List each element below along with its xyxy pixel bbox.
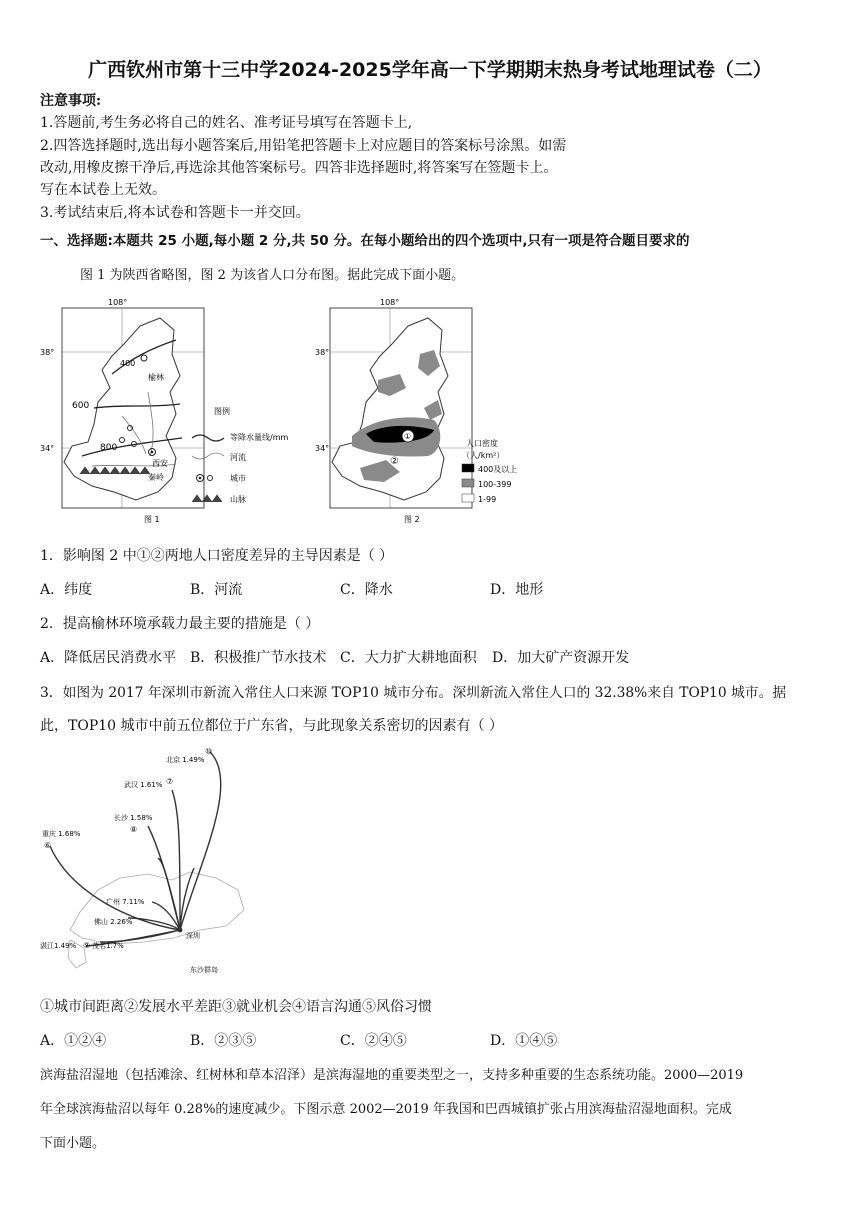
legend-title: 图例 (214, 407, 230, 416)
page-title: 广西钦州市第十三中学2024-2025学年高一下学期期末热身考试地理试卷（二） (88, 59, 772, 81)
latitude-label: 34° (315, 444, 330, 453)
longitude-label: 108° (108, 298, 128, 307)
label-maoming: 茂名1.7% (92, 942, 124, 950)
legend-title: 人口密度 (466, 439, 498, 448)
q2-option-b[interactable]: B．积极推广节水技术 (190, 650, 327, 666)
label-dongsha: 东沙群岛 (190, 966, 218, 974)
rank-label: ⑧ (130, 825, 138, 834)
legend-low-swatch (462, 494, 474, 502)
rank-label: ⑨ (83, 941, 91, 950)
figure-2-population-map (316, 296, 536, 528)
marker-2: ② (390, 456, 399, 467)
question-3-stem-line2: 此，TOP10 城市中前五位都位于广东省，与此现象关系密切的因素有（ ） (40, 718, 503, 734)
label-guangzhou: 广州 7.11% (106, 898, 145, 906)
label-wuhan: 武汉 1.61% (124, 781, 163, 789)
legend-isohyet-symbol (192, 435, 224, 441)
legend-isohyet-label: 等降水量线/mm (230, 433, 289, 442)
flow-line-guangzhou (152, 902, 180, 930)
notice-item: 3.考试结束后,将本试卷和答题卡一并交回。 (40, 205, 310, 221)
q2-option-a[interactable]: A．降低居民消费水平 (40, 650, 177, 666)
guangdong-outline (70, 872, 244, 944)
legend-city-label: 城市 (230, 474, 246, 483)
q3-option-d[interactable]: D．①④⑤ (490, 1033, 558, 1049)
latitude-label: 38° (40, 348, 55, 357)
label-beijing: 北京 1.49% (166, 756, 205, 764)
label-zhanjiang: 湛江1.49% (40, 942, 77, 950)
label-shenzhen: 深圳 (186, 932, 200, 940)
figure-1-shaanxi-map (40, 296, 302, 528)
legend-mid-swatch (462, 479, 474, 487)
figure-1-caption: 图 1 (144, 515, 160, 524)
city-label-xian: 西安 (152, 459, 168, 468)
notice-item: 2.四答选择题时,选出每小题答案后,用铅笔把答题卡上对应题目的答案标号涂黑。如需 (40, 138, 567, 154)
figure-3-migration-map (40, 742, 290, 980)
question-3-stem-line1: 3．如图为 2017 年深圳市新流入常住人口来源 TOP10 城市分布。深圳新流入常住人口的 32.38%来自 TOP10 城市。据 (40, 685, 787, 701)
legend-high-label: 400及以上 (478, 465, 518, 474)
q1-option-c[interactable]: C．降水 (340, 582, 393, 598)
label-foshan: 佛山 2.26% (94, 918, 133, 926)
passage-line: 下面小题。 (40, 1136, 106, 1151)
q3-option-a[interactable]: A．①②④ (40, 1033, 107, 1049)
rank-label: ⑦ (166, 777, 174, 786)
rank-label: ⑥ (44, 841, 52, 850)
rank-label: ⑩ (205, 747, 213, 756)
question-3-factors: ①城市间距离②发展水平差距③就业机会④语言沟通⑤风俗习惯 (40, 999, 432, 1015)
latitude-label: 38° (315, 348, 330, 357)
isohyet-label: 600 (72, 401, 90, 411)
latitude-label: 34° (40, 444, 55, 453)
section-heading: 一、选择题:本题共 25 小题,每小题 2 分,共 50 分。在每小题给出的四个选项中,只有一项是符合题目要求的 (40, 233, 690, 249)
legend-river-label: 河流 (230, 453, 246, 462)
notice-heading: 注意事项: (40, 93, 102, 109)
notice-item: 写在本试卷上无效。 (40, 182, 166, 198)
q3-option-b[interactable]: B．②③⑤ (190, 1033, 257, 1049)
legend-mountain-symbol (192, 495, 222, 502)
notice-item: 改动,用橡皮擦干净后,再选涂其他答案标号。四答非选择题时,将答案写在签题卡上。 (40, 160, 558, 176)
passage-line: 年全球滨海盐沼以每年 0.28%的速度减少。下图示意 2002—2019 年我国和巴西城镇扩张占用滨海盐沼湿地面积。完成 (40, 1102, 732, 1117)
city-label-yulin: 榆林 (148, 373, 164, 382)
question-2-stem: 2．提高榆林环境承载力最主要的措施是（ ） (40, 616, 320, 632)
notice-item: 1.答题前,考生务必将自己的姓名、准考证号填写在答题卡上, (40, 115, 413, 131)
q2-option-d[interactable]: D．加大矿产资源开发 (492, 650, 630, 666)
flow-line-guangdong-city (180, 868, 194, 930)
q1-option-d[interactable]: D．地形 (490, 582, 544, 598)
q1-option-a[interactable]: A．纬度 (40, 582, 93, 598)
legend-low-label: 1-99 (478, 495, 497, 504)
isohyet-label: 400 (120, 359, 136, 368)
legend-mid-label: 100-399 (478, 480, 512, 489)
question-intro: 图 1 为陕西省略图，图 2 为该省人口分布图。据此完成下面小题。 (80, 268, 465, 283)
isohyet-label: 800 (100, 443, 118, 453)
question-1-stem: 1．影响图 2 中①②两地人口密度差异的主导因素是（ ） (40, 548, 394, 564)
q3-option-c[interactable]: C．②④⑤ (340, 1033, 407, 1049)
flow-line-beijing (180, 752, 221, 930)
longitude-label: 108° (380, 298, 400, 307)
legend-mountain-label: 山脉 (230, 495, 246, 504)
legend-high-swatch (462, 464, 474, 472)
marker-1: ① (404, 432, 412, 441)
legend-unit: （人/km²） (462, 451, 505, 460)
label-changsha: 长沙 1.58% (114, 814, 153, 822)
q2-option-c[interactable]: C．大力扩大耕地面积 (340, 650, 477, 666)
figure-2-caption: 图 2 (404, 515, 420, 524)
legend-river-symbol (192, 453, 224, 459)
label-chongqing: 重庆 1.68% (42, 830, 81, 838)
mountain-label: 秦岭 (148, 473, 164, 482)
flow-line-guangdong-city (158, 858, 180, 930)
passage-line: 滨海盐沼湿地（包括滩涂、红树林和草本沼泽）是滨海湿地的重要类型之一，支持多种重要的生态系统功能。2000—2019 (40, 1068, 744, 1083)
q1-option-b[interactable]: B．河流 (190, 582, 243, 598)
flow-line-wuhan (172, 790, 180, 930)
